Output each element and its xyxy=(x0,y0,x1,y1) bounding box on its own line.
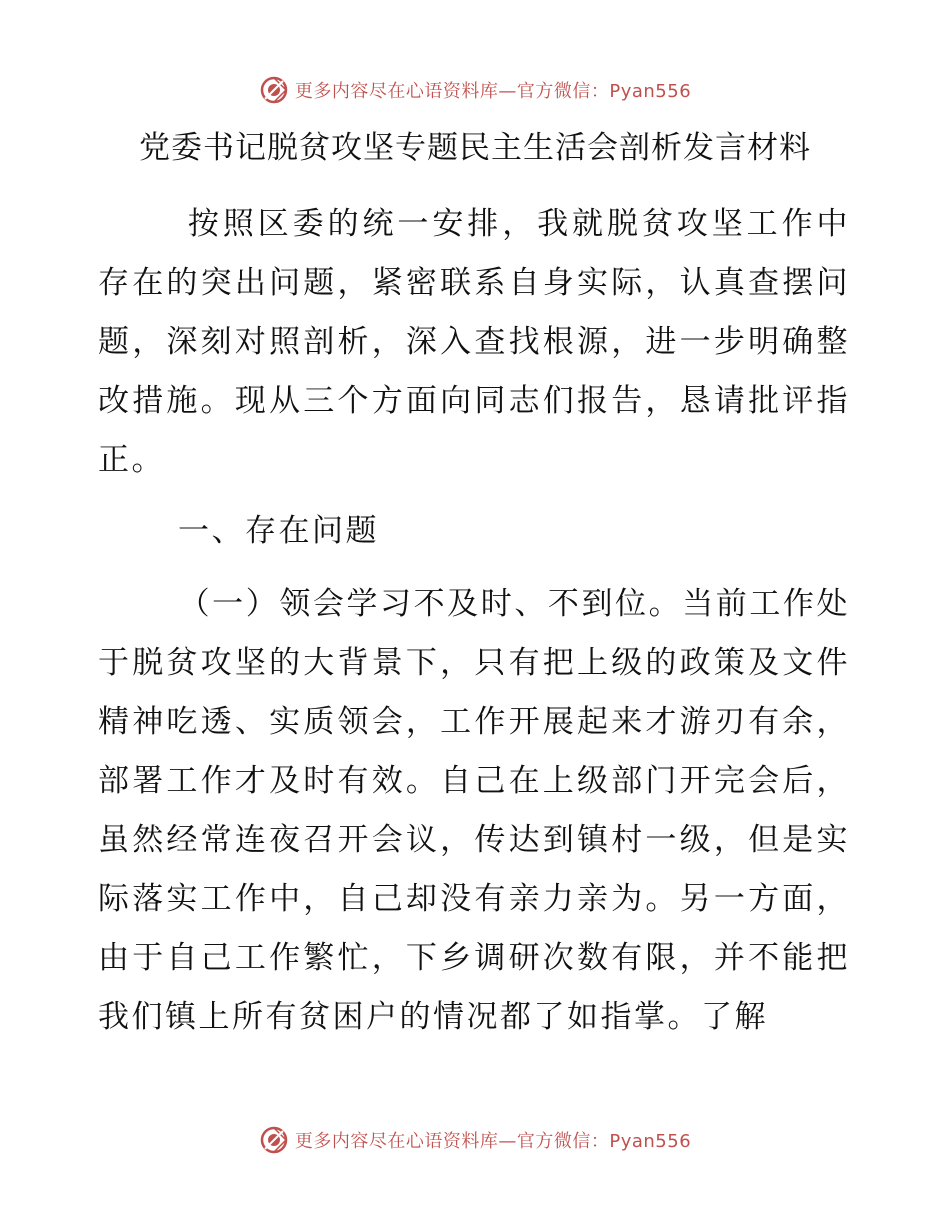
page-title: 党委书记脱贫攻坚专题民主生活会剖析发言材料 xyxy=(139,130,811,166)
document-body xyxy=(98,195,850,1047)
section-heading: 一、存在问题 xyxy=(178,513,379,549)
intro-paragraph: 按照区委的统一安排，我就脱贫攻坚工作中存在的突出问题，紧密联系自身实际，认真查摆问题，深刻对照剖析，深入查找根源，进一步明确整改措施。现从三个方面向同志们报告，恳请批评指正。 xyxy=(98,206,850,478)
footer-banner-text: 更多内容尽在心语资料库—官方微信：Pyan556 xyxy=(294,1131,692,1152)
seal-logo-icon xyxy=(259,75,289,105)
header-banner xyxy=(0,70,950,110)
seal-logo-icon xyxy=(259,1125,289,1155)
header-banner-content xyxy=(259,75,691,105)
footer-banner-content xyxy=(259,1125,691,1155)
subsection-paragraph: （一）领会学习不及时、不到位。当前工作处于脱贫攻坚的大背景下，只有把上级的政策及文件精神吃透、实质领会，工作开展起来才游刃有余，部署工作才及时有效。自己在上级部门开完会后，虽然经常连夜召开会议，传达到镇村一级，但是实际落实工作中，自己却没有亲力亲为。另一方面，由于自己工作繁忙，下乡调研次数有限，并不能把我们镇上所有贫困户的情况都了如指掌。了解 xyxy=(98,586,850,1035)
footer-banner xyxy=(0,1120,950,1160)
header-banner-text: 更多内容尽在心语资料库—官方微信：Pyan556 xyxy=(294,81,692,102)
